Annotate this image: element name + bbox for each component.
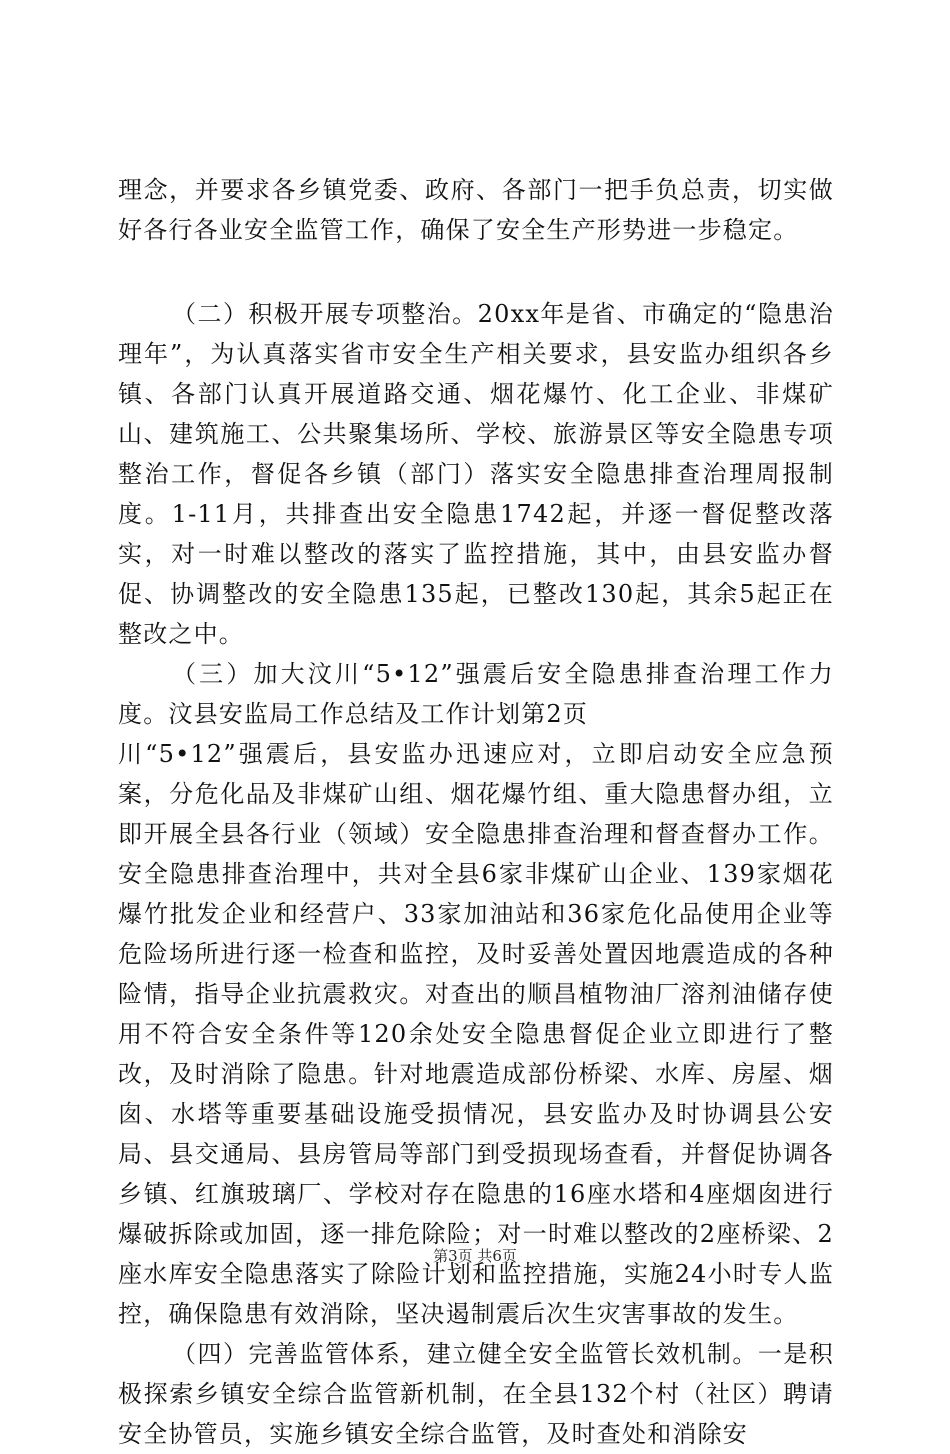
paragraph-earthquake-heading: （三）加大汶川“5•12”强震后安全隐患排查治理工作力度。汶县安监局工作总结及工作计划第2页 [118,660,834,728]
paragraph-special-rectification: （二）积极开展专项整治。20xx年是省、市确定的“隐患治理年”，为认真落实省市安全生产相关要求，县安监办组织各乡镇、各部门认真开展道路交通、烟花爆竹、化工企业、非煤矿山、建筑施工、公共聚集场所、学校、旅游景区等安全隐患专项整治工作，督促各乡镇（部门）落实安全隐患排查治理周报制度。1-11月，共排查出安全隐患1742起，并逐一督促整改落实，对一时难以整改的落实了监控措施，其中，由县安监办督促、协调整改的安全隐患135起，已整改130起，其余5起正在整改之中。 [118,300,834,648]
paragraph-supervision-system: （四）完善监管体系，建立健全安全监管长效机制。一是积极探索乡镇安全综合监管新机制，在全县132个村（社区）聘请安全协管员，实施乡镇安全综合监管，及时查处和消除安 [118,1340,834,1448]
paragraph-earthquake-response: 川“5•12”强震后，县安监办迅速应对，立即启动安全应急预案，分危化品及非煤矿山组、烟花爆竹组、重大隐患督办组，立即开展全县各行业（领域）安全隐患排查治理和督查督办工作。安全隐患排查治理中，共对全县6家非煤矿山企业、139家烟花爆竹批发企业和经营户、33家加油站和36家危化品使用企业等危险场所进行逐一检查和监控，及时妥善处置因地震造成的各种险情，指导企业抗震救灾。对查出的顺昌植物油厂溶剂油储存使用不符合安全条件等120余处安全隐患督促企业立即进行了整改，及时消除了隐患。针对地震造成部份桥梁、水库、房屋、烟囱、水塔等重要基础设施受损情况，县安监办及时协调县公安局、县交通局、县房管局等部门到受损现场查看，并督促协调各乡镇、红旗玻璃厂、学校对存在隐患的16座水塔和4座烟囱进行爆破拆除或加固，逐一排危除险；对一时难以整改的2座桥梁、2座水库安全隐患落实了除险计划和监控措施，实施24小时专人监控，确保隐患有效消除，坚决遏制震后次生灾害事故的发生。 [118,740,834,1328]
paragraph-continuation: 理念，并要求各乡镇党委、政府、各部门一把手负总责，切实做好各行各业安全监管工作，确保了安全生产形势进一步稳定。 [118,176,834,244]
page-number-footer: 第3页 共6页 [433,1247,517,1265]
